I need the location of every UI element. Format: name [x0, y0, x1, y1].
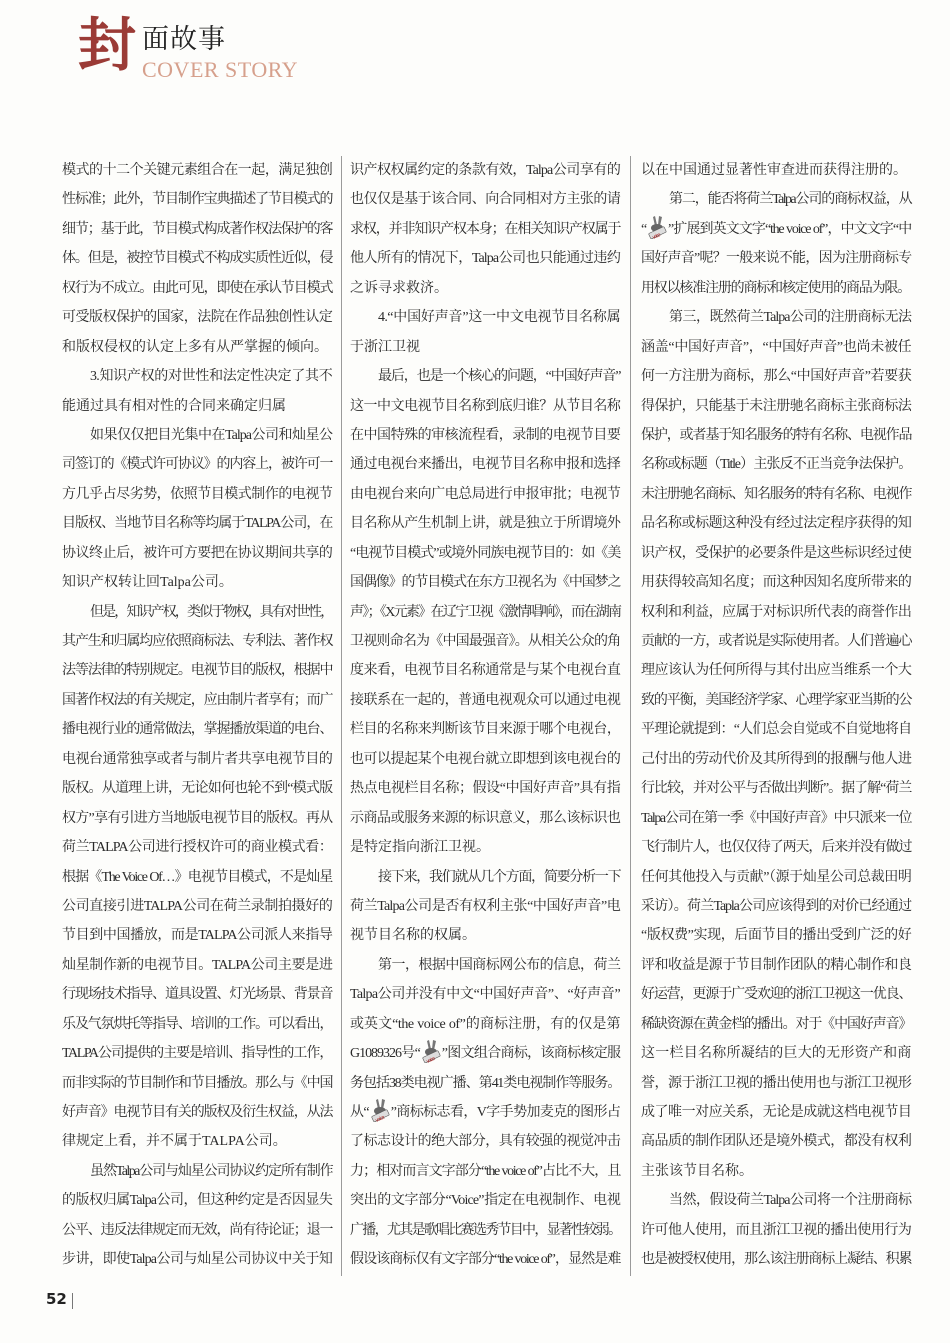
text-line-content: 步讲，即使Talpa公司与灿星公司协议中关于知 — [62, 1252, 332, 1268]
text-line-content: 之诉寻求救济。 — [350, 280, 448, 296]
text-line-content: 己付出的劳动代价及其所得到的报酬与他人进 — [641, 751, 911, 767]
text-line-content: 接联系在一起的，普通电视观众可以通过电视 — [350, 692, 620, 708]
text-line-content: 未注册驰名商标、知名服务的特有名称、电视作 — [641, 486, 911, 502]
text-line — [350, 686, 620, 715]
text-line-content: 涵盖“中国好声音”，“中国好声音”也尚未被任 — [641, 339, 911, 355]
text-line — [641, 951, 911, 980]
text-line-content: 公平、违反法律规定而无效，尚有待论证；退一 — [62, 1222, 332, 1238]
text-line — [62, 804, 332, 833]
text-line-content: 他人所有的情况下，Talpa公司也只能通过违约 — [350, 251, 620, 267]
text-line — [350, 833, 620, 862]
text-line-content: Talpa公司并没有中文“中国好声音”、“好声音” — [350, 987, 620, 1003]
text-line — [641, 804, 911, 833]
text-line-content: 4.“中国好声音”这一中文电视节目名称属 — [378, 310, 620, 326]
text-line — [641, 980, 911, 1009]
text-line-content — [641, 222, 911, 237]
text-line — [350, 951, 620, 980]
the-voice-logo-icon — [646, 215, 668, 239]
text-line-content: 根据《The Voice Of…》电视节目模式，不是灿星 — [62, 869, 332, 885]
text-line-content: 第一，根据中国商标网公布的信息，荷兰 — [378, 957, 620, 973]
text-line-content: 行现场技术指导、道具设置、灯光场景、背景音 — [62, 987, 332, 1003]
text-line-content: 公司直接引进TALPA公司在荷兰录制拍摄好的 — [62, 898, 332, 914]
paragraph — [350, 951, 620, 1275]
article-column-2 — [350, 156, 620, 1275]
text-line — [350, 1127, 620, 1156]
text-line-content: 在中国特殊的审核流程看，录制的电视节目要 — [350, 427, 620, 443]
text-line-content: 版权。从道理上讲，无论如何也轮不到“模式版 — [62, 781, 332, 797]
text-line-content: 于浙江卫视 — [350, 339, 420, 355]
text-line-content: 司签订的《模式许可协议》的内容上，被许可一 — [62, 457, 332, 473]
text-line-content: 卫视则命名为《中国最强音》。从相关公众的角 — [350, 634, 620, 649]
text-line-content: 理应该认为任何所得与其付出应当维系一个大 — [641, 663, 911, 679]
text-line-content: 也是被授权使用，那么该注册商标上凝结、积累 — [641, 1252, 911, 1268]
text-line — [62, 509, 332, 538]
text-line — [641, 392, 911, 421]
the-voice-logo-icon — [420, 1039, 442, 1063]
text-line-content: 虽然Talpa公司与灿星公司协议约定所有制作 — [90, 1163, 332, 1179]
text-line — [62, 892, 332, 921]
text-line-content: 模式的十二个关键元素组合在一起，满足独创 — [62, 163, 332, 178]
text-line-content: 行比较，并对公平与否做出判断”。据了解“荷兰 — [641, 781, 911, 797]
text-line — [62, 1216, 332, 1245]
text-line — [62, 303, 332, 332]
text-line — [641, 568, 911, 597]
text-line-content: 飞行制片人，也仅仅待了两天，后来并没有做过 — [641, 840, 911, 856]
text-line — [350, 715, 620, 744]
text-line-content: 贡献的一方，或者说是实际使用者。人们普遍心 — [641, 634, 911, 649]
text-line-content: 任何其他投入与贡献”（源于灿星公司总裁田明 — [641, 869, 911, 885]
text-line — [350, 656, 620, 685]
text-line-content: 得保护，只能基于未注册驰名商标主张商标法 — [641, 398, 911, 414]
text-line — [62, 1098, 332, 1127]
text-line-content: 声》；《X元素》在辽宁卫视《激情唱响》，而在湖南 — [350, 604, 620, 620]
paragraph — [641, 303, 911, 1186]
text-line — [350, 450, 620, 479]
text-line — [641, 1127, 911, 1156]
text-line — [641, 480, 911, 509]
text-line-content: 荷兰Talpa公司是否有权利主张“中国好声音”电 — [350, 898, 620, 914]
text-line-content: 第三，既然荷兰Talpa公司的注册商标无法 — [669, 310, 911, 326]
text-line — [62, 333, 332, 362]
text-line — [350, 215, 620, 244]
text-line-content: 了标志设计的绝大部分，具有较强的视觉冲击 — [350, 1134, 620, 1150]
text-line — [641, 1098, 911, 1127]
text-line — [62, 686, 332, 715]
text-line-content: 好声音》电视节目有关的版权及衍生权益，从法 — [62, 1105, 332, 1120]
paragraph — [62, 156, 332, 362]
text-line-content: 由电视台来向广电总局进行申报审批；电视节 — [350, 486, 620, 502]
text-line — [62, 539, 332, 568]
text-line — [641, 1010, 911, 1039]
text-line — [62, 244, 332, 273]
text-line-content: 知识产权转让回Talpa公司。 — [62, 575, 233, 591]
text-line — [641, 921, 911, 950]
text-line — [350, 421, 620, 450]
text-line — [62, 1039, 332, 1068]
text-line — [350, 980, 620, 1009]
text-line-content: 稀缺资源在黄金档的播出。对于《中国好声音》 — [641, 1016, 911, 1032]
section-title: 面故事 — [142, 24, 226, 54]
text-segment: “ — [641, 221, 647, 237]
text-line-content: 国偶像》的节目模式在东方卫视名为《中国梦之 — [350, 575, 620, 591]
text-line-with-logo — [641, 215, 911, 244]
text-line — [641, 156, 911, 185]
text-line-content: 国好声音”呢？一般来说不能，因为注册商标专 — [641, 251, 911, 267]
text-line-content: “版权费”实现，后面节目的播出受到广泛的好 — [641, 928, 911, 944]
text-line-content: 如果仅仅把目光集中在Talpa公司和灿星公 — [90, 427, 332, 443]
text-line — [641, 185, 911, 214]
text-line-content: 第二，能否将荷兰Talpa公司的商标权益，从 — [669, 192, 911, 208]
text-line — [350, 156, 620, 185]
the-voice-logo-icon — [369, 1098, 391, 1122]
text-line — [350, 362, 620, 391]
text-line — [350, 244, 620, 273]
text-line-with-logo — [350, 1039, 620, 1068]
text-line-content: 何一方注册为商标，那么“中国好声音”若要获 — [641, 369, 911, 385]
text-line-content: 权行为不成立。由此可见，即使在承认节目模式 — [62, 280, 332, 296]
text-line-content: 目版权、当地节目名称等均属于TALPA公司，在 — [62, 516, 332, 532]
text-line — [62, 480, 332, 509]
text-segment: G1089326号“ — [350, 1046, 420, 1062]
text-line-content: 保护，或者基于知名服务的特有名称、电视作品 — [641, 427, 911, 443]
text-line — [350, 1216, 620, 1245]
text-line — [350, 863, 620, 892]
text-line — [641, 274, 911, 303]
text-line-content: 示商品或服务来源的标识意义，那么该标识也 — [350, 810, 620, 826]
text-line — [62, 362, 332, 391]
text-line — [62, 951, 332, 980]
text-line — [641, 1186, 911, 1215]
text-line-content: 可受版权保护的国家，法院在作品独创性认定 — [62, 310, 332, 326]
text-line-content: “电视节目模式”或境外同族电视节目的：如《美 — [350, 545, 620, 561]
text-segment: 从“ — [350, 1105, 369, 1120]
text-line-content: 乐及气氛烘托等指导、培训的工作。可以看出， — [62, 1016, 332, 1032]
paragraph — [641, 156, 911, 185]
text-line-content: 品名称或标题这种没有经过法定程序获得的知 — [641, 516, 911, 532]
text-line-content: 细节；基于此，节目模式构成著作权法保护的客 — [62, 221, 332, 237]
text-line — [641, 333, 911, 362]
page-number: 52 — [46, 1290, 67, 1308]
text-line — [641, 686, 911, 715]
text-line — [350, 598, 620, 627]
text-line — [641, 745, 911, 774]
paragraph — [641, 185, 911, 303]
text-line — [350, 480, 620, 509]
paragraph — [62, 362, 332, 421]
text-line-content: 而非实际的节目制作和节目播放。那么与《中国 — [62, 1075, 332, 1091]
text-line — [641, 833, 911, 862]
text-line-content: 采访）。荷兰Tapla公司应该得到的对价已经通过 — [641, 898, 911, 914]
paragraph — [350, 303, 620, 362]
text-line — [350, 1186, 620, 1215]
text-line-content — [350, 1046, 621, 1064]
section-title-big-char: 封 — [78, 13, 137, 78]
text-line-content: TALPA公司提供的主要是培训、指导性的工作， — [62, 1046, 332, 1062]
text-line — [641, 1216, 911, 1245]
text-line — [62, 1186, 332, 1215]
text-line-content: 平理论就提到：“人们总会自觉或不自觉地将自 — [641, 722, 911, 738]
text-line — [350, 392, 620, 421]
text-line-content: 播电视行业的通常做法，掌握播放渠道的电台、 — [62, 722, 332, 738]
article-column-3 — [641, 156, 911, 1275]
text-line — [641, 362, 911, 391]
text-line — [62, 833, 332, 862]
text-line-content: 突出的文字部分“Voice”指定在电视制作、电视 — [350, 1193, 620, 1209]
text-line — [350, 774, 620, 803]
text-line-content: Talpa公司在第一季《中国好声音》中只派来一位 — [641, 810, 911, 826]
text-line — [62, 568, 332, 597]
text-line — [350, 185, 620, 214]
text-line-content: 也仅仅是基于该合同、向合同相对方主张的请 — [350, 192, 620, 208]
text-line — [350, 509, 620, 538]
text-segment: ”商标标志看，V字手势加麦克的图形占 — [390, 1105, 620, 1120]
text-line-content: 法等法律的特别规定。电视节目的版权，根据中 — [62, 663, 332, 679]
text-line — [62, 156, 332, 185]
text-line — [62, 215, 332, 244]
text-line-content: 度来看，电视节目名称通常是与某个电视台直 — [350, 663, 620, 679]
column-divider — [630, 156, 631, 1276]
text-line — [62, 627, 332, 656]
text-line-content: 其产生和归属均应依照商标法、专利法、著作权 — [62, 634, 332, 649]
text-line-content: 3.知识产权的对世性和法定性决定了其不 — [90, 369, 332, 385]
text-line — [641, 774, 911, 803]
text-line-content: 最后，也是一个核心的问题，“中国好声音” — [378, 369, 620, 385]
text-line — [62, 774, 332, 803]
text-line-content: 权方”享有引进方当地版电视节目的版权。再从 — [62, 810, 332, 826]
text-line-content: 或英文“the voice of”的商标注册，有的仅是第 — [350, 1016, 620, 1032]
text-line — [350, 745, 620, 774]
text-line-content: 识产权，受保护的必要条件是这些标识经过使 — [641, 545, 911, 561]
text-line — [641, 244, 911, 273]
text-line-content: 当然，假设荷兰Talpa公司将一个注册商标 — [669, 1193, 911, 1209]
text-line — [350, 303, 620, 332]
text-line — [62, 274, 332, 303]
text-line — [62, 745, 332, 774]
text-line — [641, 715, 911, 744]
text-line — [62, 1157, 332, 1186]
text-segment: ”图文组合商标，该商标核定服 — [441, 1046, 621, 1062]
text-line — [62, 656, 332, 685]
text-line-content: 体。但是，被控节目模式不构成实质性近似，侵 — [62, 251, 332, 267]
text-line — [350, 1157, 620, 1186]
text-line — [641, 863, 911, 892]
text-line — [641, 509, 911, 538]
text-line — [350, 1069, 620, 1098]
text-line — [62, 1127, 332, 1156]
text-line — [62, 1069, 332, 1098]
article-column-1 — [62, 156, 332, 1275]
text-line — [641, 421, 911, 450]
text-line — [350, 539, 620, 568]
text-line-content: 许可他人使用，而且浙江卫视的播出使用行为 — [641, 1222, 911, 1238]
text-line-content: 方几乎占尽劣势，依照节目模式制作的电视节 — [62, 486, 332, 502]
text-line — [62, 450, 332, 479]
svg-text:voice: voice — [651, 232, 661, 239]
text-line — [62, 715, 332, 744]
text-line-content: 致的平衡，美国经济学家、心理学家亚当斯的公 — [641, 692, 911, 708]
paragraph — [350, 156, 620, 303]
paragraph — [62, 598, 332, 1157]
text-line-content: 这一栏目名称所凝结的巨大的无形资产和商 — [641, 1046, 911, 1062]
text-line-content: 求权，并非知识产权本身；在相关知识产权属于 — [350, 221, 620, 237]
text-line — [350, 627, 620, 656]
text-line-content: 广播，尤其是歌唱比赛选秀节目中，显著性较弱。 — [350, 1222, 620, 1238]
text-line-content: 的版权归属Talpa公司，但这种约定是否因显失 — [62, 1193, 332, 1209]
text-line — [641, 539, 911, 568]
paragraph — [350, 362, 620, 862]
text-line-content: 力；相对而言文字部分“the voice of”占比不大，且 — [350, 1163, 620, 1179]
text-line-content: 律规定上看，并不属于TALPA公司。 — [62, 1134, 287, 1150]
text-line — [641, 1069, 911, 1098]
text-line-content: 是特定指向浙江卫视。 — [350, 840, 490, 856]
text-line — [350, 1245, 620, 1274]
text-line — [350, 1010, 620, 1039]
text-line — [641, 1245, 911, 1274]
text-line — [641, 627, 911, 656]
text-line — [62, 421, 332, 450]
section-header — [78, 14, 338, 84]
text-line-content: 用权以核准注册的商标和核定使用的商品为限。 — [641, 280, 911, 296]
svg-text:voice: voice — [425, 1056, 436, 1064]
text-line-content: 这一中文电视节目名称到底归谁？从节目名称 — [350, 398, 620, 414]
page-number-divider — [72, 1293, 73, 1309]
svg-text:voice: voice — [374, 1114, 385, 1122]
text-line — [350, 274, 620, 303]
text-line — [350, 333, 620, 362]
text-line-content: 评和收益是源于节目制作团队的精心制作和良 — [641, 957, 911, 973]
text-line-content: 好运营，更源于广受欢迎的浙江卫视这一优良、 — [641, 987, 911, 1003]
column-divider — [341, 156, 342, 1276]
text-line — [62, 1010, 332, 1039]
text-line — [62, 863, 332, 892]
text-line — [641, 450, 911, 479]
text-line-content: 务包括38类电视广播、第41类电视制作等服务。 — [350, 1075, 620, 1091]
text-line-content: 国著作权法的有关规定，应由制片者享有；而广 — [62, 692, 332, 708]
text-line-content: 识产权权属约定的条款有效，Talpa公司享有的 — [350, 163, 620, 178]
text-line-content: 通过电视台来播出，电视节目名称申报和选择 — [350, 457, 620, 473]
text-line-content: 誉，源于浙江卫视的播出使用也与浙江卫视形 — [641, 1075, 911, 1091]
text-line-content: 但是，知识产权，类似于物权，具有对世性， — [90, 604, 332, 620]
section-title-english: COVER STORY — [142, 57, 299, 82]
text-line — [350, 804, 620, 833]
paragraph — [641, 1186, 911, 1274]
paragraph — [62, 1157, 332, 1275]
text-line-content — [350, 1105, 620, 1120]
text-line — [350, 568, 620, 597]
text-line-content: 假设该商标仅有文字部分“the voice of”，显然是难 — [350, 1252, 620, 1268]
text-line-content: 用获得较高知名度；而这种因知名度所带来的 — [641, 575, 911, 591]
text-line-with-logo — [350, 1098, 620, 1127]
paragraph — [62, 421, 332, 598]
text-line — [62, 392, 332, 421]
text-line-content: 高品质的制作团队还是境外模式，都没有权利 — [641, 1134, 911, 1150]
text-line-content: 能通过具有相对性的合同来确定归属 — [62, 398, 286, 414]
text-line — [62, 1245, 332, 1274]
text-line-content: 电视台通常独享或者与制片者共享电视节目的 — [62, 751, 332, 767]
text-line-content: 灿星制作新的电视节目。TALPA公司主要是进 — [62, 957, 332, 973]
text-line-content: 节目到中国播放，而是TALPA公司派人来指导 — [62, 928, 332, 944]
text-line — [350, 921, 620, 950]
paragraph — [350, 863, 620, 951]
text-line-content: 主张该节目名称。 — [641, 1163, 753, 1179]
text-line-content: 成了唯一对应关系，无论是成就这档电视节目 — [641, 1105, 911, 1120]
text-line-content: 栏目的名称来判断该节目来源于哪个电视台， — [350, 722, 620, 738]
text-segment: ”扩展到英文文字“the voice of”，中文文字“中 — [668, 221, 911, 237]
text-line-content: 性标准；此外，节目制作宝典描述了节目模式的 — [62, 192, 332, 208]
text-line — [62, 598, 332, 627]
text-line-content: 荷兰TALPA公司进行授权许可的商业模式看： — [62, 840, 332, 856]
text-line-content: 和版权侵权的认定上多有从严掌握的倾向。 — [62, 339, 328, 355]
text-line-content: 协议终止后，被许可方要把在协议期间共享的 — [62, 545, 332, 561]
text-line-content: 名称或标题（Title）主张反不正当竞争法保护。 — [641, 457, 911, 473]
text-line-content: 权利和利益，应属于对标识所代表的商誉作出 — [641, 604, 911, 620]
text-line-content: 接下来，我们就从几个方面，简要分析一下 — [378, 869, 620, 885]
text-line — [641, 892, 911, 921]
text-line — [641, 598, 911, 627]
text-line — [62, 980, 332, 1009]
text-line-content: 目名称从产生机制上讲，就是独立于所谓境外 — [350, 516, 620, 532]
text-line — [62, 185, 332, 214]
text-line-content: 视节目名称的权属。 — [350, 928, 476, 944]
text-line — [641, 1157, 911, 1186]
text-line — [62, 921, 332, 950]
text-line — [641, 303, 911, 332]
text-line — [350, 892, 620, 921]
text-line — [641, 656, 911, 685]
text-line-content: 热点电视栏目名称；假设“中国好声音”具有指 — [350, 781, 620, 797]
text-line-content: 也可以提起某个电视台就立即想到该电视台的 — [350, 751, 620, 767]
text-line-content: 以在中国通过显著性审查进而获得注册的。 — [641, 163, 907, 178]
text-line — [641, 1039, 911, 1068]
